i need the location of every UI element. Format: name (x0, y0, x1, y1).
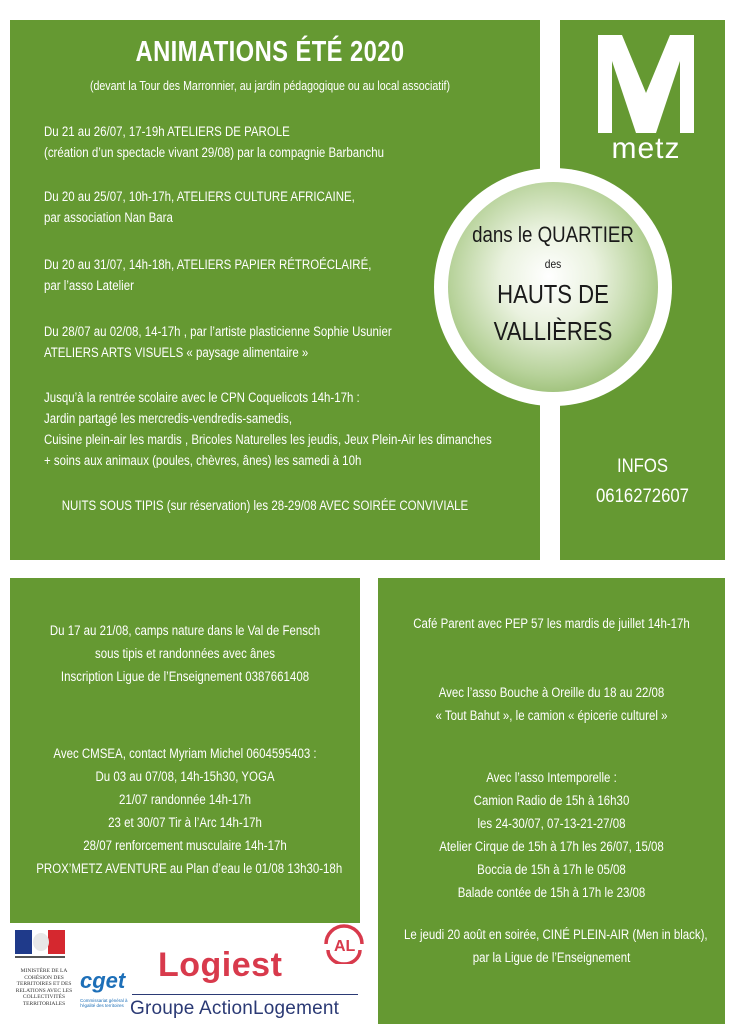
groupe-divider (132, 994, 358, 995)
svg-text:AL: AL (334, 938, 356, 955)
bouche-oreille-block: Avec l’asso Bouche à Oreille du 18 au 22/08 « Tout Bahut », le camion « épicerie culturel » (435, 685, 668, 723)
page-title: ANIMATIONS ÉTÉ 2020 (135, 36, 405, 68)
infos-label: INFOS (616, 456, 669, 477)
action-logement-icon (322, 924, 366, 964)
ministere-label: MINISTÈRE DE LA COHÉSION DES TERRITOIRES ET DES RELATIONS AVEC LES COLLECTIVITÉS TERRITORIALES (15, 968, 73, 1007)
event-arts-visuels: Du 28/07 au 02/08, 14-17h , par l’artiste plasticienne Sophie Usunier ATELIERS ARTS VISUELS « paysage alimentaire » (44, 324, 392, 360)
cget-logo: cget (80, 968, 126, 993)
event-cpn-coquelicots: Jusqu’à la rentrée scolaire avec le CPN Coquelicots 14h-17h : Jardin partagé les mercredis-vendredis-samedis, Cuisine plein-air les mardis , Bricoles Naturelles les jeudis, Jeux Plein-Air les dimanches + soins aux animaux (poules, chèvres, ânes) les samedi à 10h (44, 390, 492, 468)
intemporelle-block: Avec l’asso Intemporelle : Camion Radio de 15h à 16h30 les 24-30/07, 07-13-21-27/08 Atelier Cirque de 15h à 17h les 26/07, 15/08 Boccia de 15h à 17h le 05/08 Balade contée de 15h à 17h le 23/08 (439, 770, 664, 900)
cmsea-block: Avec CMSEA, contact Myriam Michel 0604595403 : Du 03 au 07/08, 14h-15h30, YOGA 21/07 randonnée 14h-17h 23 et 30/07 Tir à l’Arc 14h-17h 28/07 renforcement musculaire 14h-17h PROX’METZ AVENTURE au Plan d’eau le 01/08 13h30-18h (36, 746, 343, 876)
quartier-line-2: des (544, 257, 562, 271)
event-ateliers-parole: Du 21 au 26/07, 17-19h ATELIERS DE PAROLE (création d’un spectacle vivant 29/08) par la compagnie Barbanchu (44, 124, 384, 160)
camp-nature-block: Du 17 au 21/08, camps nature dans le Val de Fensch sous tipis et randonnées avec ânes Inscription Ligue de l’Enseignement 0387661408 (49, 623, 321, 684)
infos-phone: 0616272607 (595, 486, 689, 507)
quartier-line-3: HAUTS DE (497, 279, 609, 309)
page-subtitle: (devant la Tour des Marronnier, au jardin pédagogique ou au local associatif) (89, 79, 451, 93)
cget-sub-label: Commissariat général à l’égalité des territoires (80, 998, 128, 1008)
event-culture-africaine: Du 20 au 25/07, 10h-17h, ATELIERS CULTURE AFRICAINE, par association Nan Bara (44, 189, 355, 225)
marianne-icon (15, 930, 65, 962)
cine-plein-air-block: Le jeudi 20 août en soirée, CINÉ PLEIN-AIR (Men in black), par la Ligue de l’Enseignement (404, 927, 708, 965)
logiest-logo: Logiest (158, 946, 283, 984)
event-nuits-tipis: NUITS SOUS TIPIS (sur réservation) les 28-29/08 AVEC SOIRÉE CONVIVIALE (61, 498, 469, 513)
quartier-line-4: VALLIÈRES (493, 316, 613, 346)
cafe-parent: Café Parent avec PEP 57 les mardis de juillet 14h-17h (413, 616, 690, 631)
metz-logo-word: metz (611, 132, 681, 165)
event-papier-retroeclaire: Du 20 au 31/07, 14h-18h, ATELIERS PAPIER RÉTROÉCLAIRÉ, par l’asso Latelier (44, 257, 372, 293)
groupe-actionlogement-label: Groupe ActionLogement (130, 998, 340, 1019)
quartier-line-1: dans le QUARTIER (472, 222, 634, 247)
